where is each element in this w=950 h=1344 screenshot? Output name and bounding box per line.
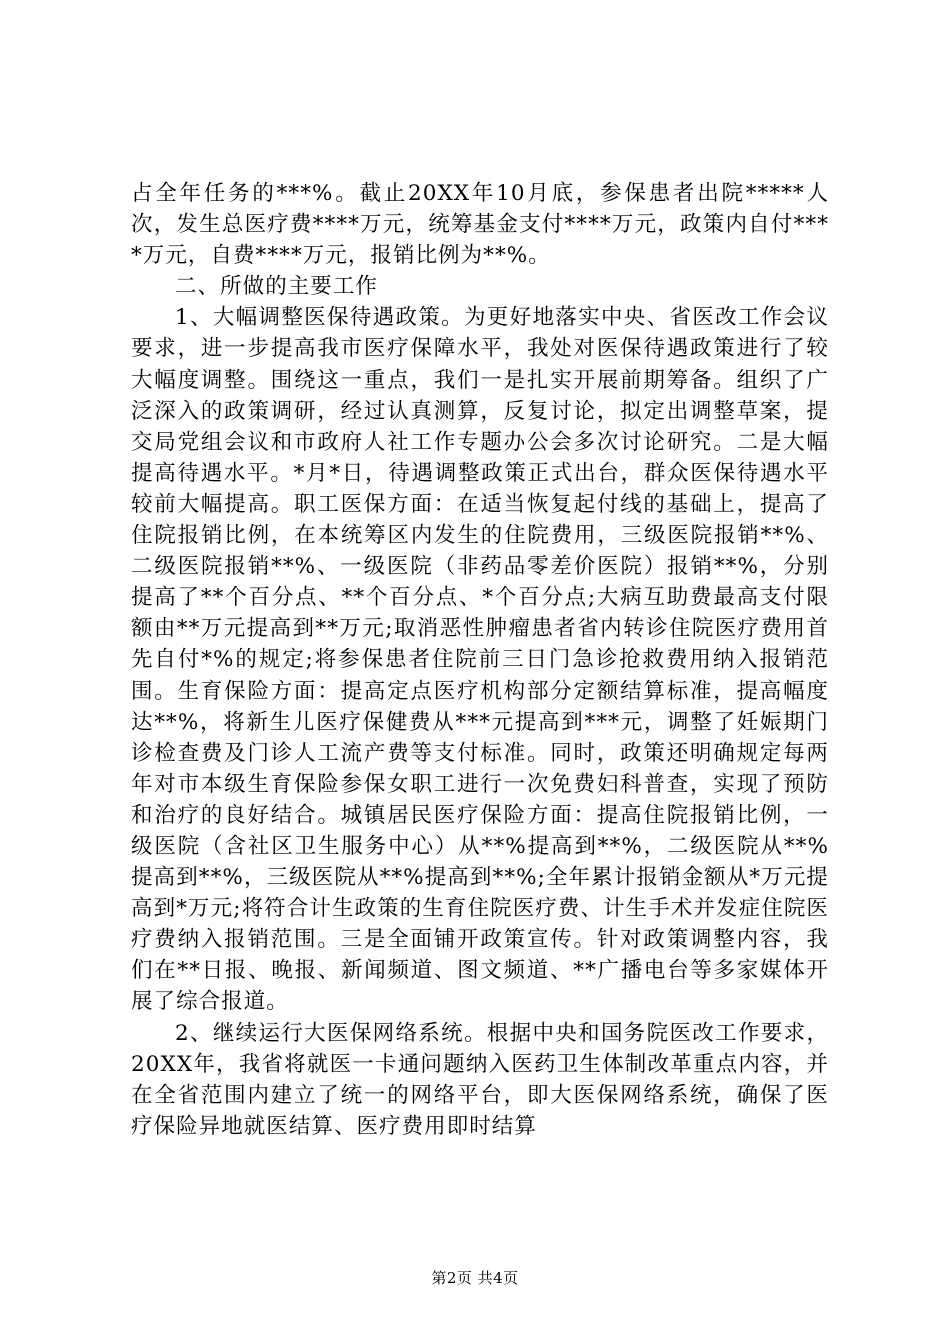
section-heading: 二、所做的主要工作 (175, 274, 378, 300)
paragraph-continuation: 占全年任务的***%。截止20XX年10月底，参保患者出院*****人次，发生总医疗费****万元，统筹基金支付****万元，政策内自付****万元，自费****万元，报销比例为**%。 (131, 181, 829, 269)
page-number: 第2页 共4页 (431, 1269, 519, 1287)
body-text (131, 178, 829, 1142)
paragraph-network-system: 2、继续运行大医保网络系统。根据中央和国务院医改工作要求，20XX年，我省将就医一卡通问题纳入医药卫生体制改革重点内容，并在全省范围内建立了统一的网络平台，即大医保网络系统，确保了医疗保险异地就医结算、医疗费用即时结算 (131, 1020, 829, 1139)
paragraph-policy-adjustment: 1、大幅调整医保待遇政策。为更好地落实中央、省医改工作会议要求，进一步提高我市医疗保障水平，我处对医保待遇政策进行了较大幅度调整。围绕这一重点，我们一是扎实开展前期筹备。组织了广泛深入的政策调研，经过认真测算，反复讨论，拟定出调整草案，提交局党组会议和市政府人社工作专题办公会多次讨论研究。二是大幅提高待遇水平。*月*日，待遇调整政策正式出台，群众医保待遇水平较前大幅提高。职工医保方面：在适当恢复起付线的基础上，提高了住院报销比例，在本统筹区内发生的住院费用，三级医院报销**%、二级医院报销**%、一级医院（非药品零差价医院）报销**%，分别提高了**个百分点、**个百分点、*个百分点;大病互助费最高支付限额由**万元提高到**万元;取消恶性肿瘤患者省内转诊住院医疗费用首先自付*%的规定;将参保患者住院前三日门急诊抢救费用纳入报销范围。生育保险方面：提高定点医疗机构部分定额结算标准，提高幅度达**%，将新生儿医疗保健费从***元提高到***元，调整了妊娠期门诊检查费及门诊人工流产费等支付标准。同时，政策还明确规定每两年对市本级生育保险参保女职工进行一次免费妇科普查，实现了预防和治疗的良好结合。城镇居民医疗保险方面：提高住院报销比例，一级医院（含社区卫生服务中心）从**%提高到**%，二级医院从**%提高到**%，三级医院从**%提高到**%;全年累计报销金额从*万元提高到*万元;将符合计生政策的生育住院医疗费、计生手术并发症住院医疗费纳入报销范围。三是全面铺开政策宣传。针对政策调整内容，我们在**日报、晚报、新闻频道、图文频道、**广播电台等多家媒体开展了综合报道。 (131, 305, 829, 1015)
